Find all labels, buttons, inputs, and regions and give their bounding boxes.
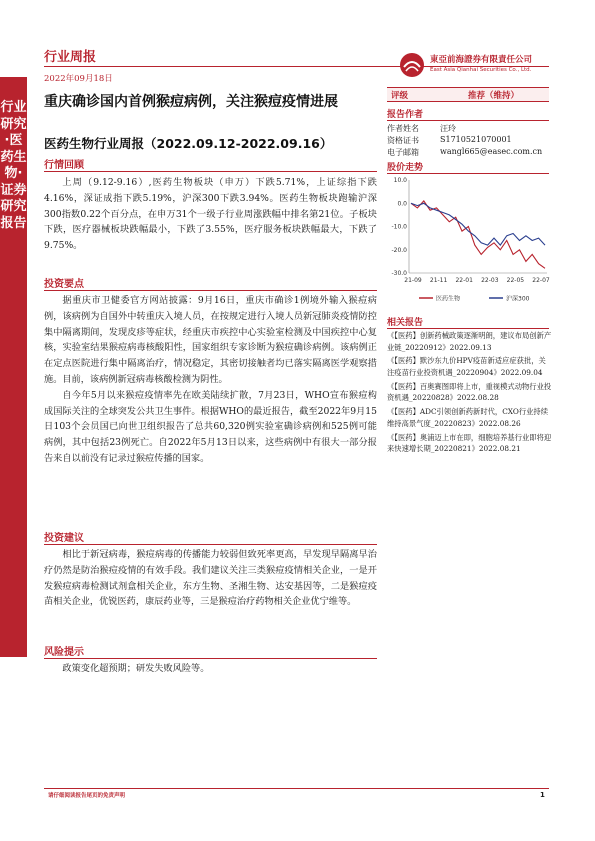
- section-heading-review: 行情回顾: [44, 160, 84, 171]
- paragraph: 上周（9.12-9.16）,医药生物板块（申万）下跌5.71%，上证综指下跌4.16%，深证成指下跌5.19%，沪深300下跌3.94%。医药生物板块跑输沪深300指数0.22个百分点，在申万31个一级子行业周涨跌幅中排名第21位。子板块下跌，医疗器械板块跌幅最小，下跌了3.55%，医疗服务板块跌幅最大，下跌了9.75%。: [44, 177, 377, 252]
- review-body: [44, 175, 377, 254]
- paragraph: 政策变化超预期；研发失败风险等。: [62, 663, 210, 674]
- footer-disclaimer[interactable]: 请仔细阅读报告尾页的免责声明: [48, 793, 126, 799]
- analyst-heading: 报告作者: [387, 110, 424, 120]
- doc-type-label: 行业周报: [44, 50, 97, 65]
- x-tick-label: 21-09: [404, 277, 422, 284]
- analyst-email-label: 电子邮箱: [387, 148, 419, 157]
- series-line-0: [411, 201, 545, 268]
- y-tick-label: 10.0: [393, 177, 407, 184]
- related-report-link[interactable]: 《【医药】百奥赛图即将上市，重视模式动物行业投资机遇_20220828》2022.08.28: [387, 381, 552, 403]
- analyst-cert-label: 资格证书: [387, 136, 419, 145]
- trend-heading: 股价走势: [387, 163, 424, 173]
- legend-label: 沪深300: [506, 295, 530, 303]
- analyst-cert-value: S1710521070001: [440, 135, 512, 144]
- report-title: 重庆确诊国内首例猴痘病例，关注猴痘疫情进展: [44, 94, 338, 110]
- footer-divider: [44, 788, 549, 789]
- related-report-link[interactable]: 《【医药】奥浦迈上市在即，细胞培养基行业即将迎来快速增长期_20220821》2022.08.21: [387, 432, 552, 454]
- section-heading-advice: 投资建议: [44, 533, 84, 544]
- side-banner-label: 行业研究·医药生物·证券研究报告: [0, 100, 27, 231]
- section-heading-points: 投资要点: [44, 279, 84, 290]
- rating-value: 推荐（维持）: [468, 91, 520, 101]
- report-subtitle: 医药生物行业周报（2022.09.12-2022.09.16）: [44, 136, 333, 151]
- section-divider: [44, 290, 377, 291]
- section-divider: [387, 328, 549, 329]
- x-tick-label: 22-07: [532, 277, 550, 284]
- y-tick-label: -20.0: [391, 246, 407, 254]
- paragraph: 自今年5月以来猴痘疫情率先在欧美陆续扩散，7月23日，WHO宣布猴痘构成国际关注的全球突发公共卫生事件。根据WHO的最近报告，截至2022年9月15日103个会员国已向世卫组织报告了总共60,320例实验室确诊病例和525例可能病例，其中包括23例死亡。自2022年5月13日以来，这些病例中有很大一部分报告来自以前没有记录过猴痘传播的国家。: [44, 389, 377, 464]
- y-tick-label: -10.0: [391, 223, 407, 231]
- company-name-cn: 東亞前海證券有限責任公司: [430, 55, 533, 65]
- section-divider: [44, 171, 377, 172]
- section-divider: [44, 544, 377, 545]
- related-report-link[interactable]: 《【医药】创新药械政策逐渐明朗，建议布局创新产业链_20220912》2022.09.13: [387, 331, 552, 352]
- y-tick-label: -30.0: [391, 270, 407, 277]
- x-tick-label: 21-11: [429, 277, 448, 284]
- x-tick-label: 22-05: [506, 277, 525, 284]
- rating-label: 评级: [391, 91, 409, 101]
- analyst-name-value: 汪玲: [440, 124, 456, 133]
- report-date: 2022年09月18日: [44, 74, 113, 84]
- analyst-email-link[interactable]: wangl665@easec.com.cn: [440, 147, 543, 156]
- paragraph: 据重庆市卫健委官方网站披露：9月16日，重庆市确诊1例境外输入猴痘病例，该病例为自国外中转重庆入境人员，在按规定进行入境人员新冠肺炎疫情防控集中隔离期间，发现皮疹等症状，经重庆市疾控中心实验室检测及中国疾控中心复核，实验室结果猴痘病毒核酸阳性，国家组织专家诊断为猴痘确诊病例。该病例正在定点医院进行集中隔离治疗，情况稳定，其密切接触者均已落实隔离医学观察措施。目前，该病例新冠病毒核酸检测为阴性。: [44, 295, 377, 385]
- y-tick-label: 0.0: [397, 200, 407, 208]
- related-heading: 相关报告: [387, 318, 424, 328]
- related-report-link[interactable]: 《【医药】默沙东九价HPV疫苗新适应症获批，关注疫苗行业投资机遇_20220904》2022.09.04: [387, 356, 546, 377]
- section-heading-risk: 风险提示: [44, 647, 84, 658]
- related-report-link[interactable]: 《【医药】ADC引领创新药新时代，CXO行业持续维持高景气度_20220823》2022.08.26: [387, 407, 549, 428]
- section-divider: [387, 173, 549, 174]
- section-divider: [44, 658, 377, 659]
- analyst-name-label: 作者姓名: [387, 124, 419, 133]
- points-body: [44, 293, 377, 467]
- related-report-list: [387, 330, 552, 457]
- x-tick-label: 22-01: [455, 277, 473, 284]
- company-logo-icon: [399, 52, 425, 78]
- paragraph: 相比于新冠病毒，猴痘病毒的传播能力较弱但致死率更高，早发现早隔离早治疗仍然是防治猴痘疫情的有效手段。我们建议关注三类猴痘疫情相关企业，一是开发猴痘病毒检测试剂盒相关企业，东方生物、圣湘生物、达安基因等，二是猴痘疫苗相关企业，优锐医药，康辰药业等，三是猴痘治疗药物相关企业优宁维等。: [44, 549, 377, 608]
- advice-body: [44, 547, 377, 610]
- page-number: 1: [540, 791, 545, 799]
- x-tick-label: 22-03: [481, 277, 499, 284]
- company-name-en: East Asia Qianhai Securities Co., Ltd.: [430, 67, 532, 73]
- legend-label: 医药生物: [436, 295, 461, 303]
- stock-trend-chart: [387, 176, 552, 309]
- risk-body: [44, 661, 377, 677]
- section-divider: [387, 120, 549, 121]
